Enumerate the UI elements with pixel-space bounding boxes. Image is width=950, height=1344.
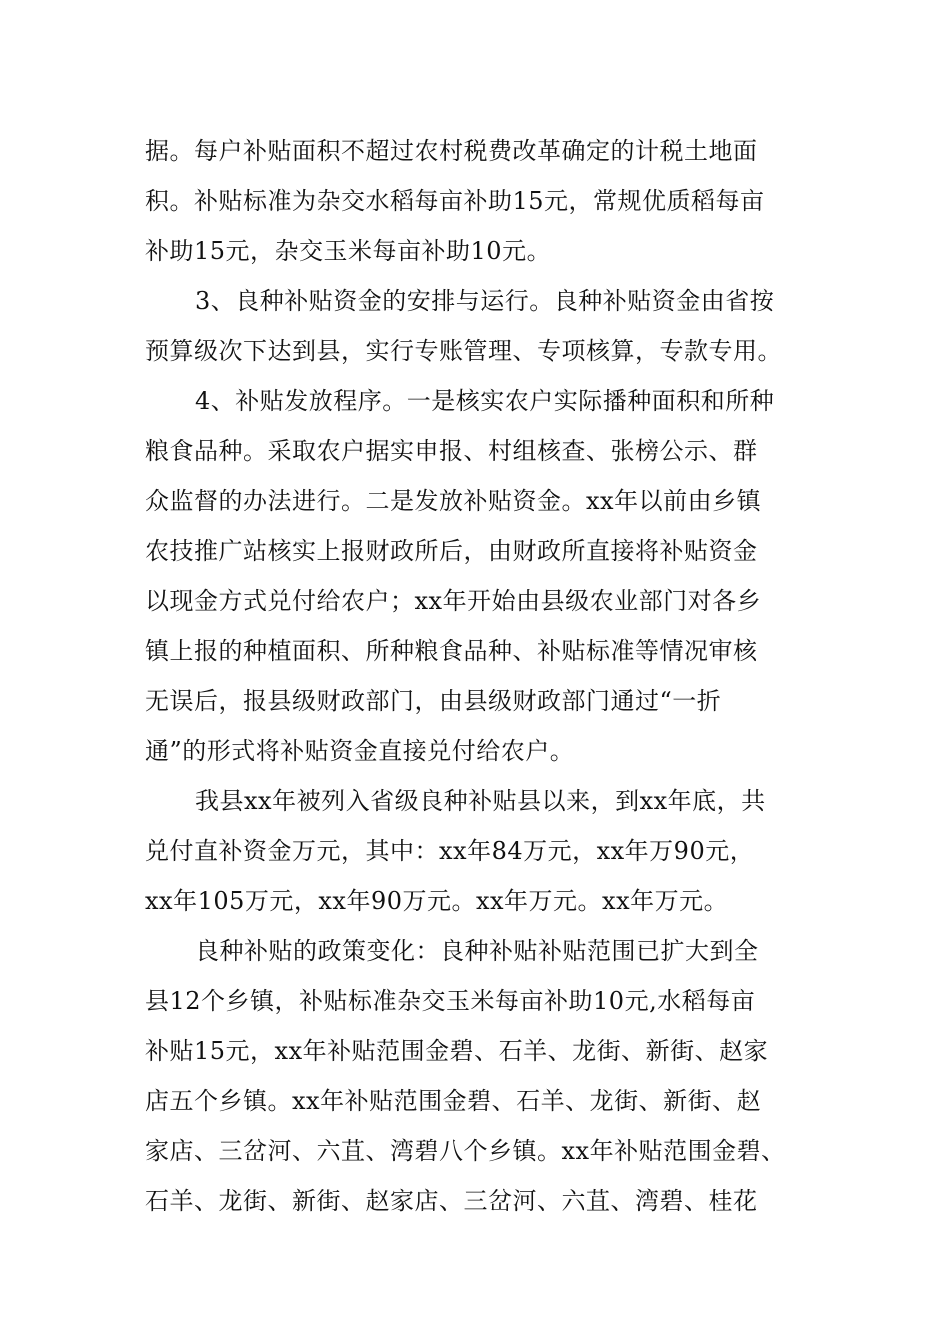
text-line-section-3: 3、良种补贴资金的安排与运行。良种补贴资金由省按 [195, 287, 775, 315]
text-line: 兑付直补资金万元，其中：xx年84万元，xx年万90元， [145, 837, 755, 865]
text-line: 通”的形式将补贴资金直接兑付给农户。 [145, 737, 575, 765]
text-line-paragraph-start: 良种补贴的政策变化：良种补贴补贴范围已扩大到全 [195, 937, 759, 965]
text-line: 店五个乡镇。xx年补贴范围金碧、石羊、龙街、新街、赵 [145, 1087, 762, 1115]
text-line-paragraph-start: 我县xx年被列入省级良种补贴县以来，到xx年底，共 [195, 787, 766, 815]
text-line: 石羊、龙街、新街、赵家店、三岔河、六苴、湾碧、桂花 [145, 1187, 758, 1215]
text-line: 补助15元，杂交玉米每亩补助10元。 [145, 237, 552, 265]
text-line: 众监督的办法进行。二是发放补贴资金。xx年以前由乡镇 [145, 487, 762, 515]
text-line: 积。补贴标准为杂交水稻每亩补助15元，常规优质稻每亩 [145, 187, 765, 215]
text-line: 以现金方式兑付给农户；xx年开始由县级农业部门对各乡 [145, 587, 762, 615]
text-line: 农技推广站核实上报财政所后，由财政所直接将补贴资金 [145, 537, 758, 565]
text-line-section-4: 4、补贴发放程序。一是核实农户实际播种面积和所种 [195, 387, 775, 415]
text-line: 镇上报的种植面积、所种粮食品种、补贴标准等情况审核 [145, 637, 758, 665]
text-line: 无误后，报县级财政部门，由县级财政部门通过“一折 [145, 687, 722, 715]
text-line: 粮食品种。采取农户据实申报、村组核查、张榜公示、群 [145, 437, 758, 465]
text-line: xx年105万元，xx年90万元。xx年万元。xx年万元。 [145, 887, 729, 915]
text-line: 预算级次下达到县，实行专账管理、专项核算，专款专用。 [145, 337, 782, 365]
text-line: 家店、三岔河、六苴、湾碧八个乡镇。xx年补贴范围金碧、 [145, 1137, 786, 1165]
text-line: 据。每户补贴面积不超过农村税费改革确定的计税土地面 [145, 137, 758, 165]
text-line: 补贴15元，xx年补贴范围金碧、石羊、龙街、新街、赵家 [145, 1037, 769, 1065]
text-line: 县12个乡镇，补贴标准杂交玉米每亩补助10元,水稻每亩 [145, 987, 756, 1015]
